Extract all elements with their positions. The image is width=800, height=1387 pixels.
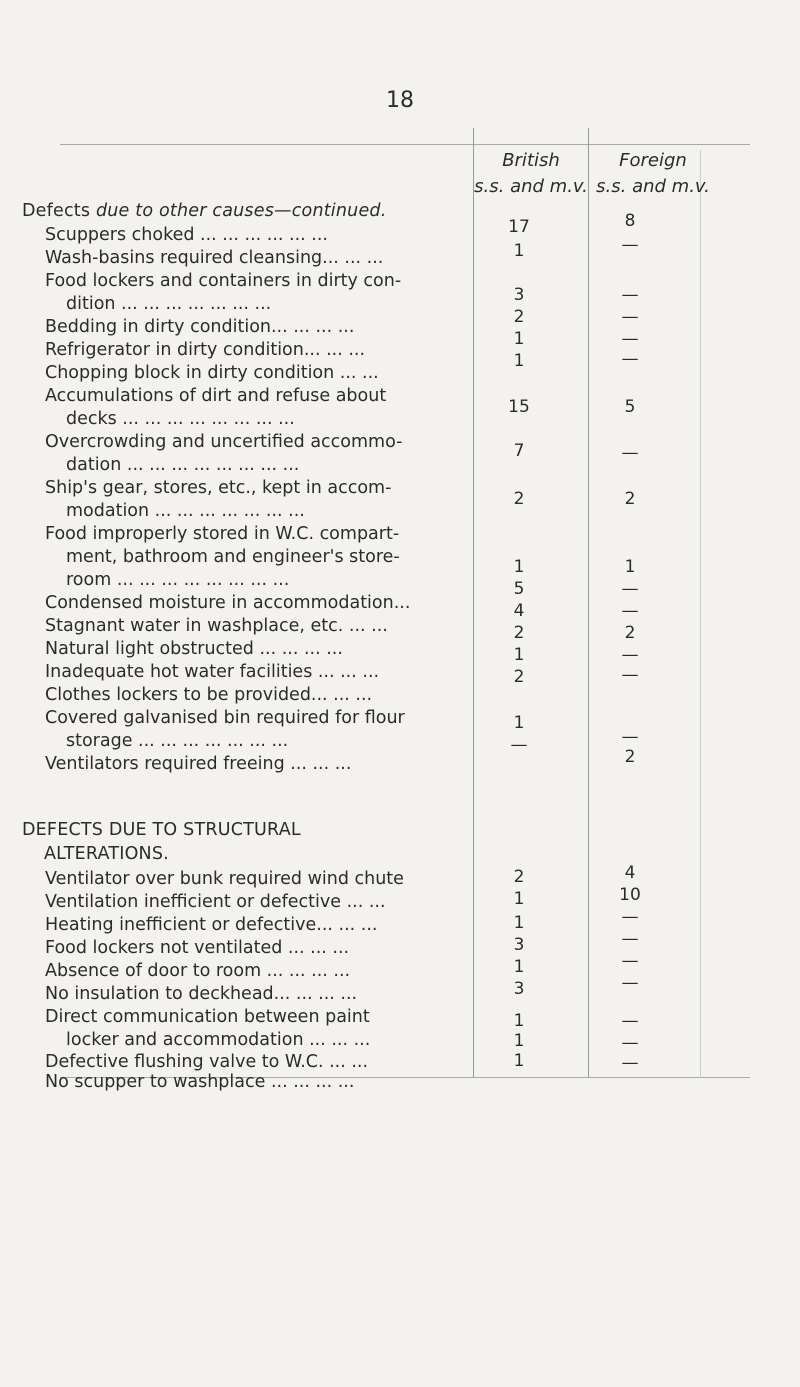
- british-value: 1: [513, 351, 525, 371]
- row-label: Accumulations of dirt and refuse about: [45, 386, 387, 406]
- row-label: No insulation to deckhead... ... ... ...: [45, 984, 358, 1004]
- british-value: 3: [513, 285, 525, 305]
- british-value: 4: [513, 601, 525, 621]
- section1-title-italic: due to other causes—continued.: [95, 201, 387, 221]
- foreign-value: —: [621, 1053, 639, 1073]
- british-value: 1: [513, 1051, 525, 1071]
- foreign-value: —: [621, 907, 639, 927]
- row-label: Ship's gear, stores, etc., kept in accom-: [45, 478, 392, 498]
- foreign-value: —: [621, 645, 639, 665]
- foreign-value: —: [621, 665, 639, 685]
- row-label-continued: dition ... ... ... ... ... ... ...: [66, 294, 272, 314]
- row-label: Stagnant water in washplace, etc. ... ...: [45, 616, 388, 636]
- foreign-value: —: [621, 929, 639, 949]
- row-label-continued: modation ... ... ... ... ... ... ...: [66, 501, 305, 521]
- row-label-continued: dation ... ... ... ... ... ... ... ...: [66, 455, 300, 475]
- foreign-value: —: [621, 1011, 639, 1031]
- british-value: 2: [513, 667, 525, 687]
- british-value: 3: [513, 979, 525, 999]
- row-label: Refrigerator in dirty condition... ... ...: [45, 340, 366, 360]
- foreign-value: 8: [624, 211, 636, 231]
- british-value: 1: [513, 889, 525, 909]
- section1-title-prefix: Defects: [22, 201, 91, 221]
- foreign-value: 1: [624, 557, 636, 577]
- row-label: Absence of door to room ... ... ... ...: [45, 961, 351, 981]
- row-label: Heating inefficient or defective... ... ...: [45, 915, 378, 935]
- row-label: Ventilators required freeing ... ... ...: [45, 754, 352, 774]
- foreign-value: 2: [624, 489, 636, 509]
- row-label: Chopping block in dirty condition ... ...: [45, 363, 379, 383]
- column-header-british: [474, 148, 588, 200]
- foreign-value: —: [621, 235, 639, 255]
- foreign-value: —: [621, 329, 639, 349]
- row-label: Inadequate hot water facilities ... ... ...: [45, 662, 380, 682]
- column-divider-middle: [588, 128, 589, 1078]
- foreign-value: —: [621, 349, 639, 369]
- british-value: 1: [513, 329, 525, 349]
- row-label-continued: ment, bathroom and engineer's store-: [66, 547, 400, 567]
- column-divider-left: [473, 128, 474, 1078]
- foreign-value: —: [621, 443, 639, 463]
- foreign-value: 2: [624, 623, 636, 643]
- top-rule: [60, 144, 750, 145]
- british-value: 1: [513, 1031, 525, 1051]
- foreign-value: 4: [624, 863, 636, 883]
- row-label-continued: decks ... ... ... ... ... ... ... ...: [66, 409, 295, 429]
- row-label: Wash-basins required cleansing... ... ...: [45, 248, 384, 268]
- section2-title: [22, 818, 301, 866]
- column-header-british-line1: British: [502, 150, 560, 171]
- british-value: 2: [513, 489, 525, 509]
- british-value: —: [510, 735, 528, 755]
- british-value: 1: [513, 645, 525, 665]
- foreign-value: —: [621, 307, 639, 327]
- row-label: Overcrowding and uncertified accommo-: [45, 432, 403, 452]
- foreign-value: 5: [624, 397, 636, 417]
- column-header-british-line2: s.s. and m.v.: [474, 176, 588, 197]
- foreign-value: —: [621, 1033, 639, 1053]
- row-label: Scuppers choked ... ... ... ... ... ...: [45, 225, 328, 245]
- row-label: Condensed moisture in accommodation...: [45, 593, 411, 613]
- foreign-value: —: [621, 727, 639, 747]
- column-header-foreign: [588, 148, 718, 200]
- british-value: 2: [513, 867, 525, 887]
- column-divider-right: [700, 150, 701, 1078]
- row-label: Ventilator over bunk required wind chute: [45, 869, 404, 889]
- row-label: Defective flushing valve to W.C. ... ...: [45, 1052, 369, 1072]
- row-label: No scupper to washplace ... ... ... ...: [45, 1072, 355, 1092]
- row-label: Clothes lockers to be provided... ... ...: [45, 685, 373, 705]
- row-label: Natural light obstructed ... ... ... ...: [45, 639, 343, 659]
- british-value: 1: [513, 1011, 525, 1031]
- foreign-value: —: [621, 579, 639, 599]
- row-label-continued: room ... ... ... ... ... ... ... ...: [66, 570, 290, 590]
- foreign-value: —: [621, 601, 639, 621]
- foreign-value: 2: [624, 747, 636, 767]
- row-label-continued: locker and accommodation ... ... ...: [66, 1030, 371, 1050]
- british-value: 3: [513, 935, 525, 955]
- row-label: Bedding in dirty condition... ... ... ...: [45, 317, 355, 337]
- row-label: Food lockers and containers in dirty con-: [45, 271, 402, 291]
- british-value: 1: [513, 713, 525, 733]
- foreign-value: —: [621, 951, 639, 971]
- british-value: 2: [513, 623, 525, 643]
- british-value: 17: [508, 217, 530, 237]
- row-label: Direct communication between paint: [45, 1007, 370, 1027]
- row-label: Food improperly stored in W.C. compart-: [45, 524, 400, 544]
- row-label: Covered galvanised bin required for flour: [45, 708, 405, 728]
- british-value: 1: [513, 557, 525, 577]
- section1-title: [22, 199, 386, 223]
- british-value: 2: [513, 307, 525, 327]
- foreign-value: 10: [619, 885, 641, 905]
- page-number: 18: [386, 88, 414, 113]
- section2-title-line2: ALTERATIONS.: [44, 844, 169, 864]
- british-value: 1: [513, 241, 525, 261]
- foreign-value: —: [621, 973, 639, 993]
- british-value: 1: [513, 957, 525, 977]
- row-label: Food lockers not ventilated ... ... ...: [45, 938, 350, 958]
- british-value: 7: [513, 441, 525, 461]
- row-label-continued: storage ... ... ... ... ... ... ...: [66, 731, 289, 751]
- british-value: 15: [508, 397, 530, 417]
- british-value: 5: [513, 579, 525, 599]
- column-header-foreign-line2: s.s. and m.v.: [596, 176, 710, 197]
- british-value: 1: [513, 913, 525, 933]
- section2-title-line1: DEFECTS DUE TO STRUCTURAL: [22, 820, 301, 840]
- row-label: Ventilation inefficient or defective ... ...: [45, 892, 386, 912]
- foreign-value: —: [621, 285, 639, 305]
- column-header-foreign-line1: Foreign: [619, 150, 687, 171]
